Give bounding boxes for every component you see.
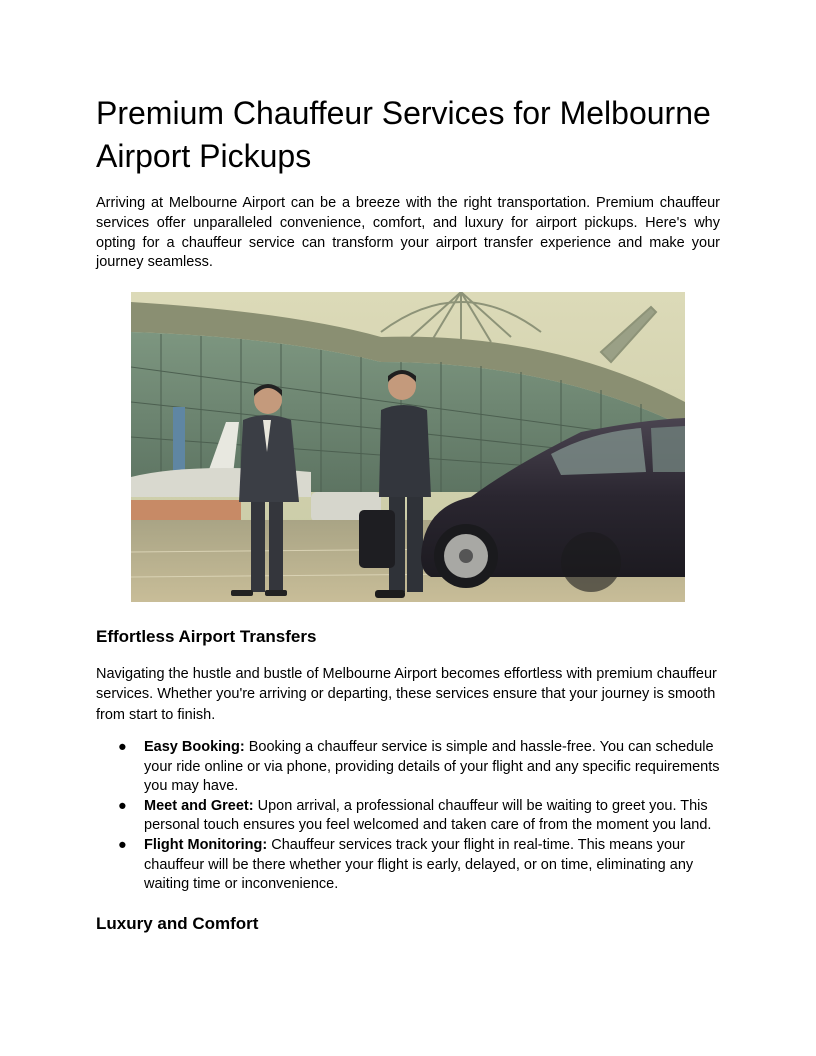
- bullet-icon: ●: [118, 797, 127, 814]
- list-item-term: Flight Monitoring:: [144, 836, 268, 853]
- bullet-icon: ●: [118, 836, 127, 853]
- list-item-text: Upon arrival, a professional chauffeur will be waiting to greet you. This personal touch ensures you feel welcomed and taken care of from the moment you land.: [144, 797, 712, 834]
- bullet-icon: ●: [118, 739, 127, 755]
- list-item-term: Easy Booking:: [144, 739, 245, 755]
- section-heading-luxury-comfort: Luxury and Comfort: [96, 914, 259, 933]
- list-item: [96, 797, 720, 836]
- feature-list: [96, 738, 720, 895]
- intro-paragraph: Arriving at Melbourne Airport can be a breeze with the right transportation. Premium chauffeur services offer unparalleled convenience, comfort, and luxury for airport pickups. Here's why opting for a chauffeur service can transform your airport transfer experience and make your journey seamless.: [96, 195, 720, 271]
- list-item-term: Meet and Greet:: [144, 797, 254, 814]
- briefcase: [359, 510, 395, 568]
- list-item-text: Booking a chauffeur service is simple and hassle-free. You can schedule your ride online or via phone, providing details of your flight and any specific requirements you may have.: [144, 739, 720, 795]
- list-item: [96, 738, 720, 797]
- airport-pickup-illustration: [131, 292, 685, 602]
- section-heading-effortless-transfers: Effortless Airport Transfers: [96, 627, 317, 646]
- barrier: [131, 500, 241, 520]
- list-item: [96, 836, 720, 895]
- hero-image: [131, 292, 685, 602]
- list-item-text: Chauffeur services track your flight in real-time. This means your chauffeur will be there whether your flight is early, delayed, or on time, eliminating any waiting time or inconvenience.: [144, 836, 694, 893]
- section-paragraph: Navigating the hustle and bustle of Melbourne Airport becomes effortless with premium chauffeur services. Whether you're arriving or departing, these services ensure that your journey is smooth from start to finish.: [96, 666, 717, 723]
- page-title: Premium Chauffeur Services for Melbourne Airport Pickups: [96, 95, 711, 174]
